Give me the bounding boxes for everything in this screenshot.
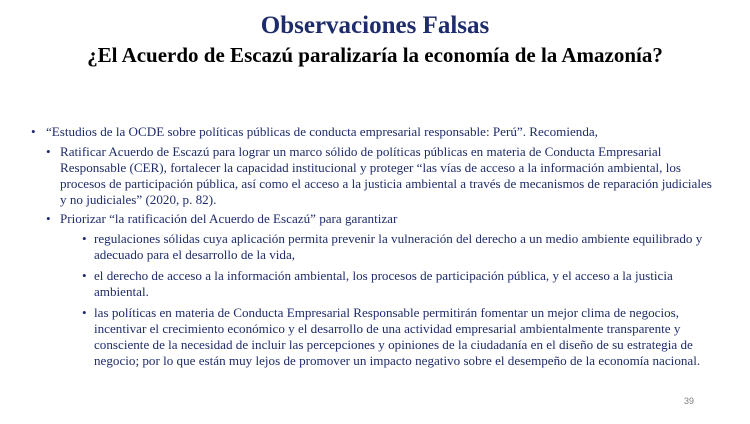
sub-sub-bullet-list [82,231,718,369]
bullet-item-oecd-study [28,124,718,369]
bullet-text: “Estudios de la OCDE sobre políticas públicas de conducta empresarial responsable: Perú”. Recomienda, [46,124,598,139]
bullet-list [28,124,718,369]
sub-bullet-text: Ratificar Acuerdo de Escazú para lograr un marco sólido de políticas públicas en materia de Conducta Empresarial Responsable (CER), fortalecer la capacidad institucional y proteger “las vías de acceso a la información ambiental, los procesos de participación pública, así como el acceso a la justicia ambiental a través de mecanismos de reparación judiciales y no judiciales” (2020, p. 82). [60,144,712,207]
sub-bullet-list [46,144,718,369]
slide-subtitle: ¿El Acuerdo de Escazú paralizaría la economía de la Amazonía? [87,43,663,67]
sub-sub-bullet-regulations [82,231,718,263]
sub-sub-bullet-cer-policies [82,305,718,369]
sub-bullet-ratify [46,144,718,208]
sub-bullet-text: Priorizar “la ratificación del Acuerdo de Escazú” para garantizar [60,211,398,226]
sub-bullet-prioritize [46,211,718,369]
slide-content [28,124,718,374]
slide-title: Observaciones Falsas [260,12,490,39]
sub-sub-bullet-text: las políticas en materia de Conducta Empresarial Responsable permitirán fomentar un mejor clima de negocios, incentivar el crecimiento económico y el desarrollo de una actividad empresarial ambientalmente transparente y consciente de la necesidad de incluir las percepciones y opiniones de la ciudadanía en el diseño de su estrategia de negocio; por lo que están muy lejos de promover un impacto negativo sobre el desempeño de la economía nacional. [94,305,701,368]
sub-sub-bullet-text: regulaciones sólidas cuya aplicación permita prevenir la vulneración del derecho a un medio ambiente equilibrado y adecuado para el desarrollo de la vida, [94,231,703,262]
sub-sub-bullet-text: el derecho de acceso a la información ambiental, los procesos de participación pública, y el acceso a la justicia ambiental. [94,268,673,299]
sub-sub-bullet-access-rights [82,268,718,300]
page-number: 39 [683,396,694,406]
